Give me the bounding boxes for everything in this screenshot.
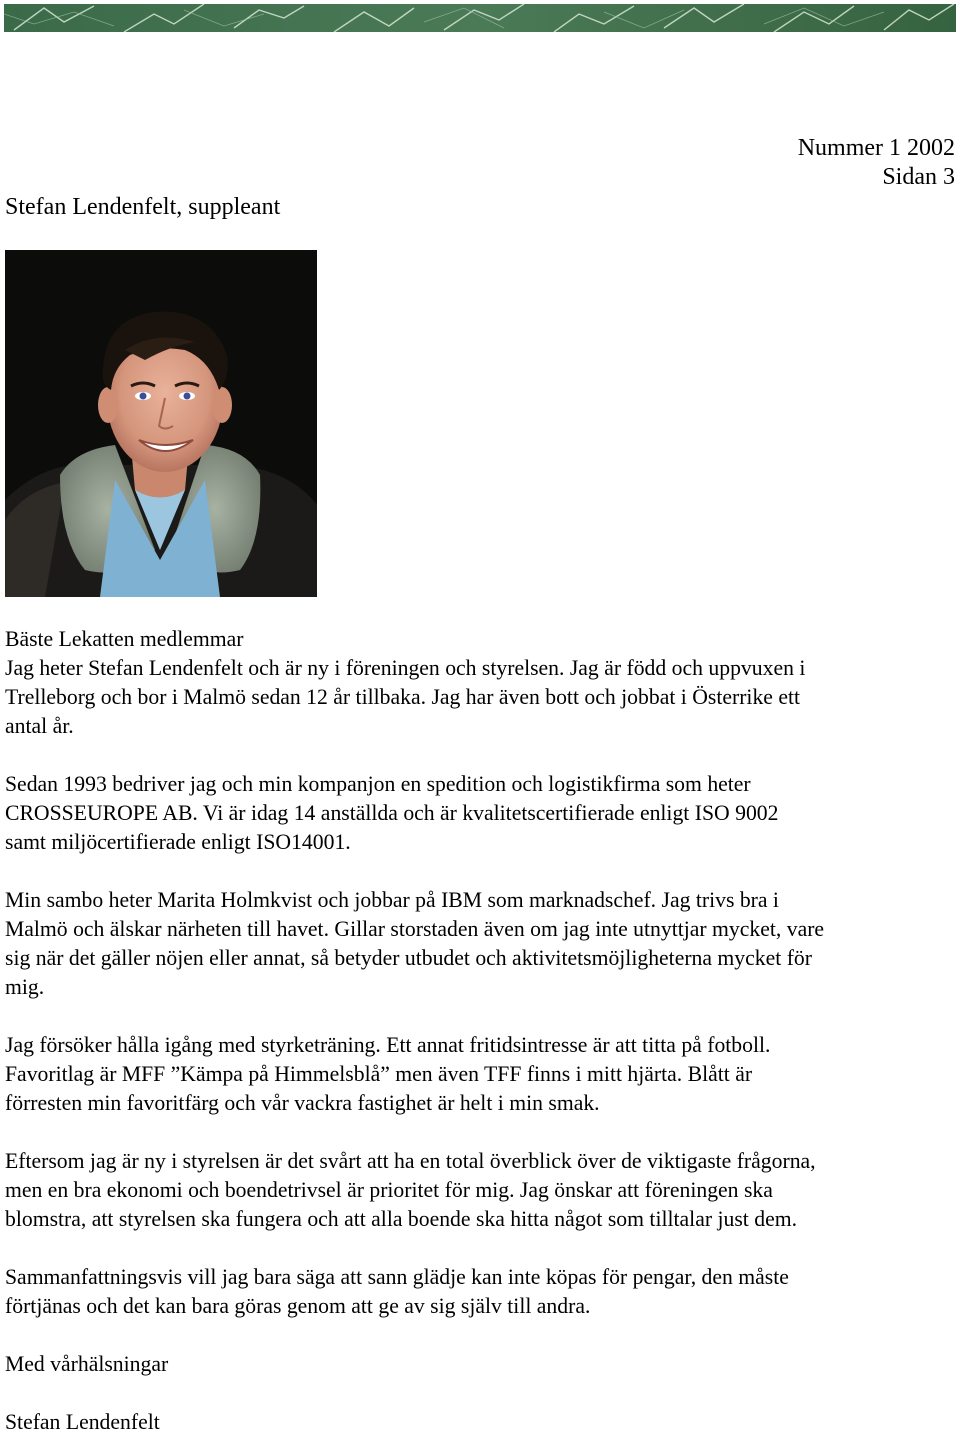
issue-number: Nummer 1 2002 (797, 135, 955, 161)
paragraph-line: förresten min favoritfärg och vår vackra fastighet är helt i min smak. (5, 1091, 600, 1115)
letter-body (5, 625, 957, 1437)
paragraph-line: Sedan 1993 bedriver jag och min kompanjon en spedition och logistikfirma som heter (5, 772, 751, 796)
paragraph-line: antal år. (5, 714, 74, 738)
closing-line: Med vårhälsningar (5, 1352, 169, 1376)
green-marble-banner (4, 4, 956, 32)
signature-line: Stefan Lendenfelt (5, 1410, 160, 1434)
paragraph-line: Favoritlag är MFF ”Kämpa på Himmelsblå” men även TFF finns i mitt hjärta. Blått är (5, 1062, 753, 1086)
paragraph-line: Jag försöker hålla igång med styrketräning. Ett annat fritidsintresse är att titta på fotboll. (5, 1033, 771, 1057)
paragraph-line: blomstra, att styrelsen ska fungera och att alla boende ska hitta något som tilltalar just dem. (5, 1207, 797, 1231)
paragraph-line: Trelleborg och bor i Malmö sedan 12 år tillbaka. Jag har även bott och jobbat i Österrike ett (5, 685, 801, 709)
letter-closing (5, 1350, 957, 1379)
paragraph-line: sig när det gäller nöjen eller annat, så betyder utbudet och aktivitetsmöjligheterna mycket för (5, 946, 812, 970)
portrait-graphic (5, 250, 317, 597)
letter-signature (5, 1408, 957, 1437)
paragraph-line: Min sambo heter Marita Holmkvist och jobbar på IBM som marknadschef. Jag trivs bra i (5, 888, 779, 912)
paragraph-family (5, 886, 957, 1002)
issue-info (798, 134, 955, 192)
paragraph-hobbies (5, 1031, 957, 1118)
paragraph-line: men en bra ekonomi och boendetrivsel är prioritet för mig. Jag önskar att föreningen ska (5, 1178, 773, 1202)
paragraph-line: Eftersom jag är ny i styrelsen är det svårt att ha en total överblick över de viktigaste frågorna, (5, 1149, 816, 1173)
paragraph-line: Sammanfattningsvis vill jag bara säga att sann glädje kan inte köpas för pengar, den måste (5, 1265, 789, 1289)
letter-greeting (5, 625, 957, 654)
paragraph-line: Malmö och älskar närheten till havet. Gillar storstaden även om jag inte utnyttjar mycket, vare (5, 917, 825, 941)
paragraph-priorities (5, 1147, 957, 1234)
paragraph-summary (5, 1263, 957, 1321)
marble-texture-graphic (4, 4, 956, 32)
paragraph-line: mig. (5, 975, 45, 999)
paragraph-line: Jag heter Stefan Lendenfelt och är ny i föreningen och styrelsen. Jag är född och uppvuxen i (5, 656, 806, 680)
page-number: Sidan 3 (882, 164, 955, 190)
greeting-line: Bäste Lekatten medlemmar (5, 627, 244, 651)
paragraph-introduction (5, 654, 957, 741)
paragraph-line: förtjänas och det kan bara göras genom att ge av sig själv till andra. (5, 1294, 591, 1318)
paragraph-line: CROSSEUROPE AB. Vi är idag 14 anställda och är kvalitetscertifierade enligt ISO 9002 (5, 801, 779, 825)
portrait-photo (5, 250, 317, 597)
paragraph-line: samt miljöcertifierade enligt ISO14001. (5, 830, 351, 854)
author-heading: Stefan Lendenfelt, suppleant (5, 194, 281, 220)
paragraph-business (5, 770, 957, 857)
